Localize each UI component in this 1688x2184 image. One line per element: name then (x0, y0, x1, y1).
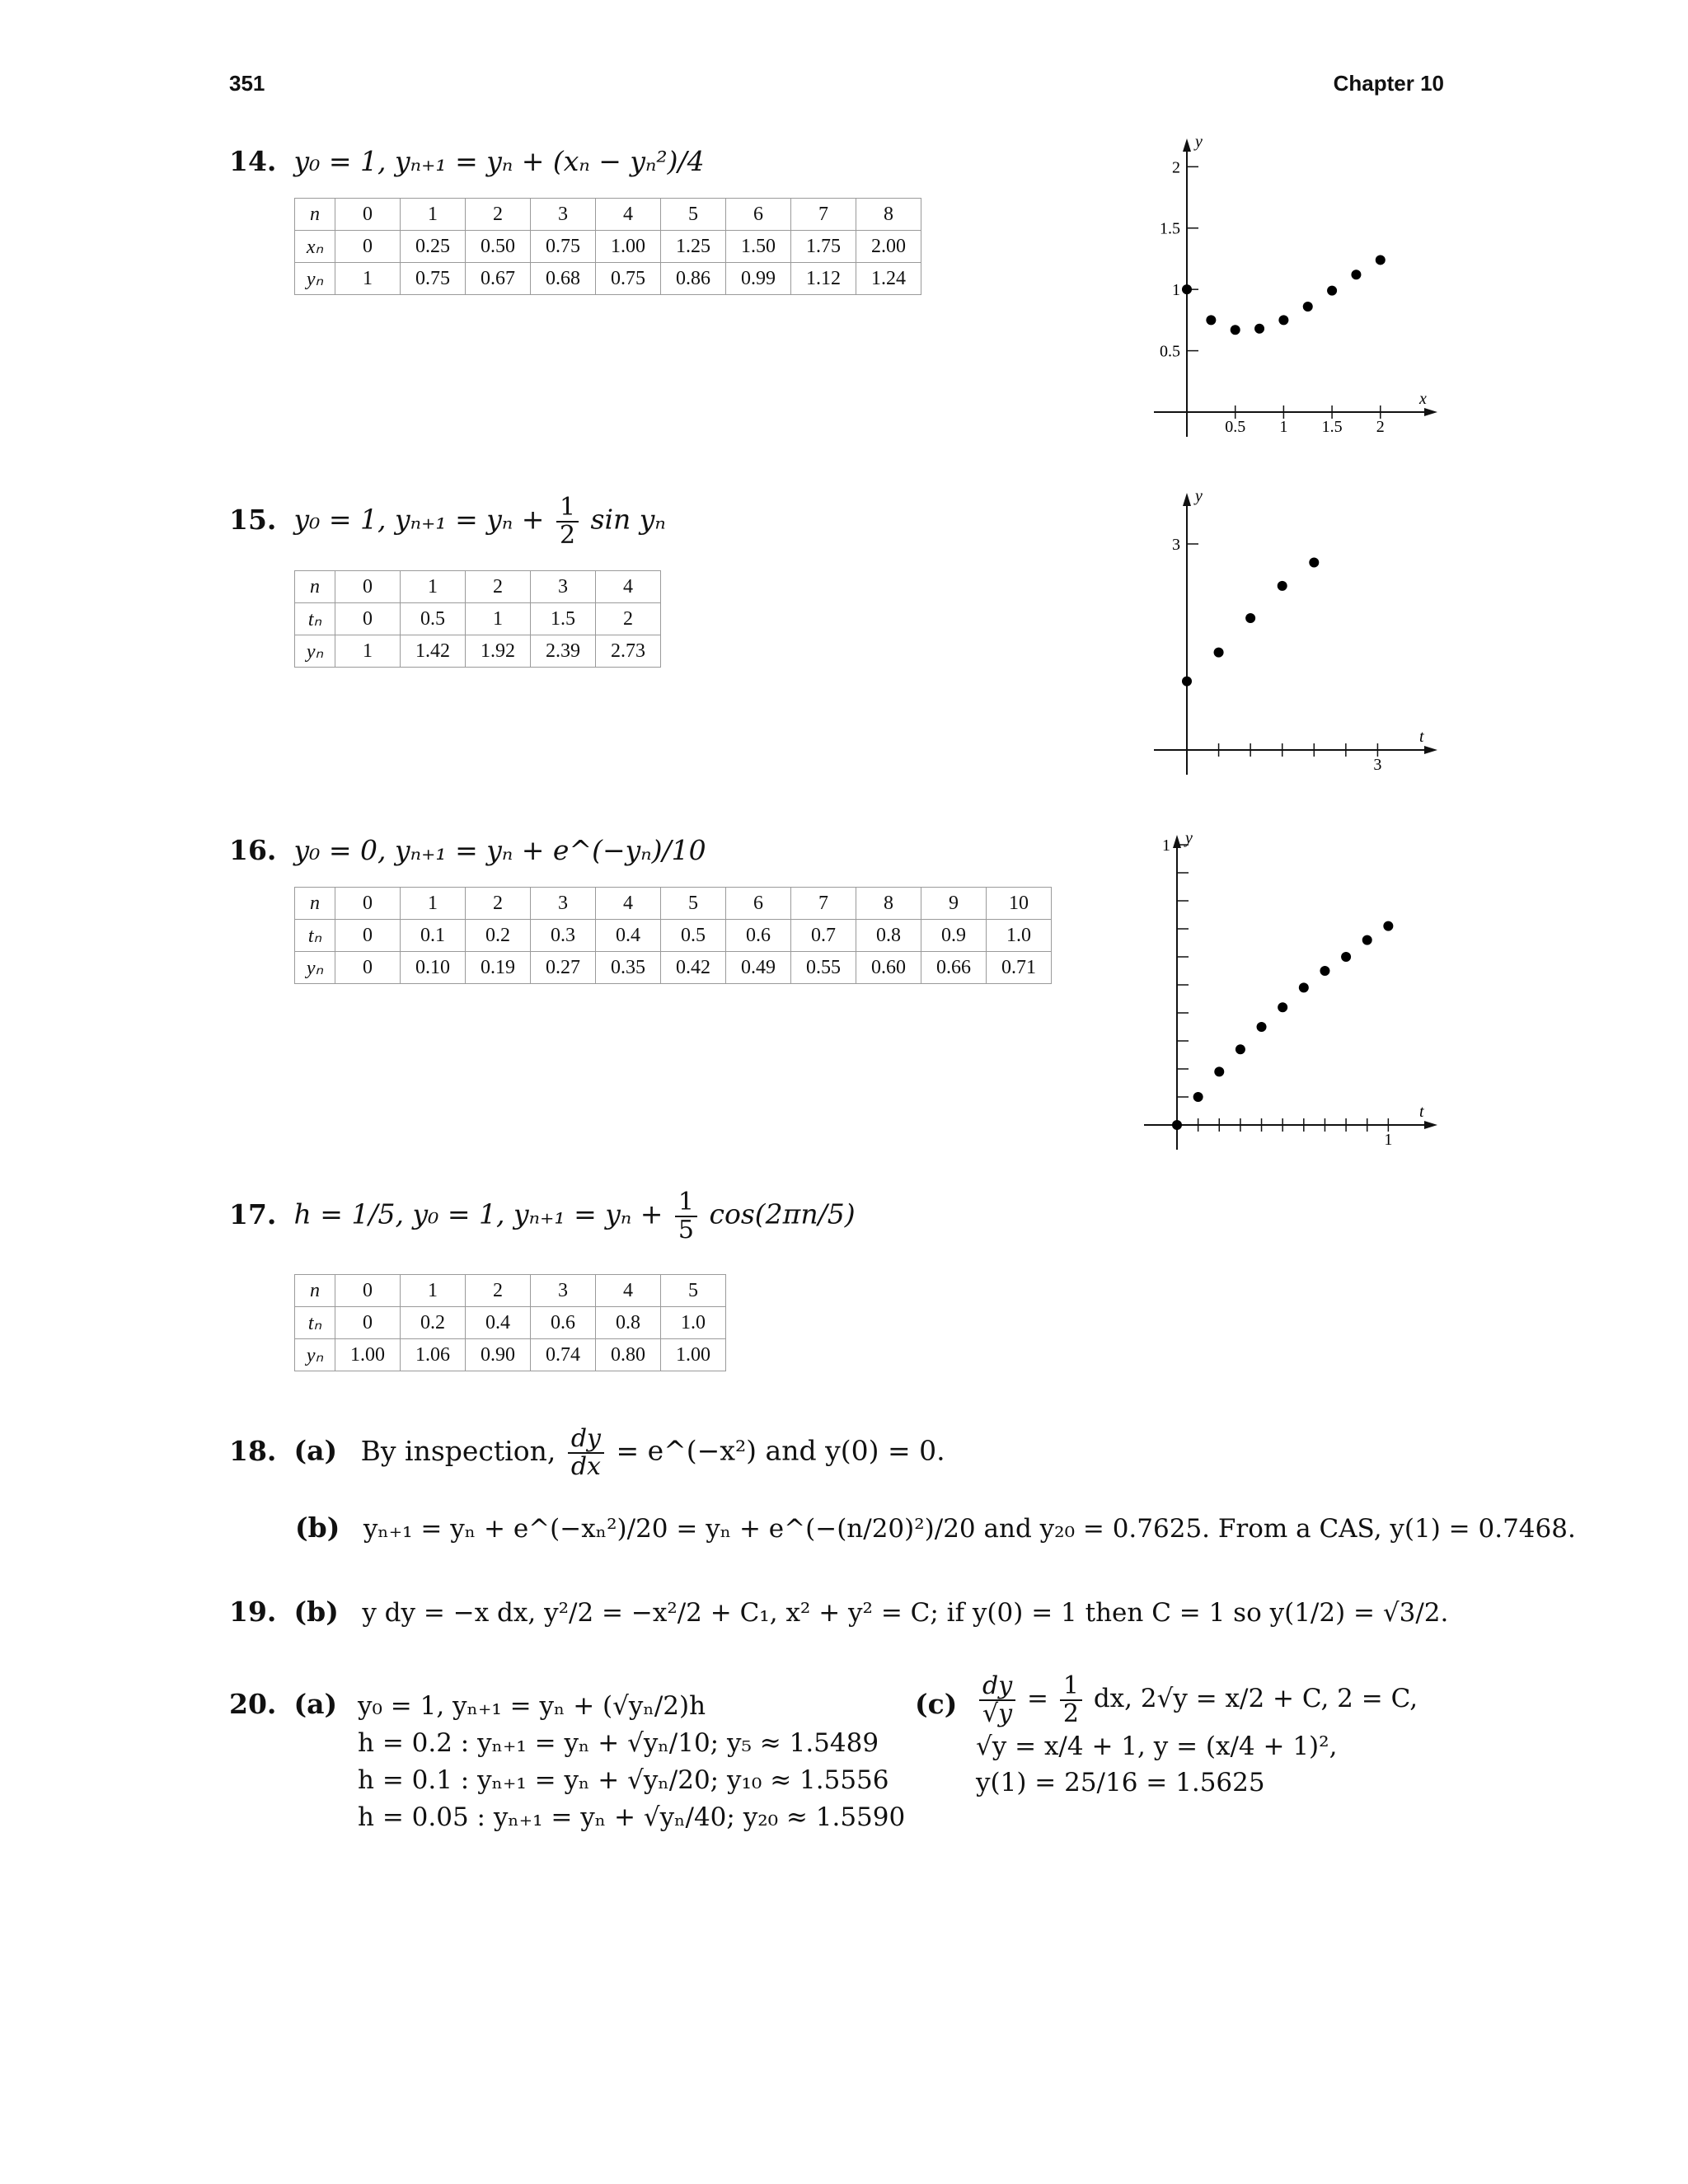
problem-equation-left: y₀ = 1, yₙ₊₁ = yₙ + (293, 503, 545, 536)
data-point (1299, 982, 1309, 992)
y-axis-arrow (1173, 835, 1181, 848)
table-cell: 2 (466, 199, 531, 231)
table-cell: 0 (335, 199, 401, 231)
x-tick-label: 1.5 (1321, 418, 1343, 436)
table-row (295, 1275, 726, 1307)
table-cell: 0 (335, 603, 401, 635)
row-label: n (295, 888, 335, 920)
problem-20-c-label (915, 1688, 957, 1720)
table-cell: 0.74 (531, 1339, 596, 1371)
table-cell: 3 (531, 571, 596, 603)
table-cell: 0.80 (596, 1339, 661, 1371)
table-cell: 1 (335, 263, 401, 295)
x-tick-label: 3 (1373, 756, 1382, 774)
x-axis-arrow (1424, 1121, 1437, 1129)
data-point (1254, 324, 1264, 334)
table-row (295, 952, 1052, 984)
data-point (1236, 1044, 1245, 1054)
x-axis-arrow (1424, 408, 1437, 416)
table-cell: 1.75 (791, 231, 856, 263)
table-cell: 0 (335, 1307, 401, 1339)
table-cell: 1.00 (596, 231, 661, 263)
fraction (1060, 1673, 1082, 1727)
equals: = (1027, 1684, 1048, 1713)
table-cell: 5 (661, 1275, 726, 1307)
table-row (295, 1339, 726, 1371)
x-axis-label: x (1419, 390, 1427, 408)
scatter-plot-p16 (1137, 828, 1451, 1154)
problem-equation-right: sin yₙ (590, 503, 666, 536)
table-p17 (294, 1274, 726, 1371)
table-cell: 0.7 (791, 920, 856, 952)
c-line-1 (976, 1673, 1418, 1727)
table-cell: 0.68 (531, 263, 596, 295)
c-line-2: √y = x/4 + 1, y = (x/4 + 1)², (976, 1732, 1338, 1761)
problem-number: 20. (229, 1688, 277, 1720)
x-tick-label: 2 (1376, 418, 1385, 436)
row-label: n (295, 199, 335, 231)
table-cell: 4 (596, 199, 661, 231)
table-cell: 1.00 (661, 1339, 726, 1371)
table-row (295, 1307, 726, 1339)
table-cell: 4 (596, 1275, 661, 1307)
table-cell: 1.42 (401, 635, 466, 668)
fraction-denominator: √y (982, 1699, 1013, 1728)
table-cell: 1.24 (856, 263, 921, 295)
y-axis-arrow (1183, 138, 1191, 152)
table-cell: 1 (401, 888, 466, 920)
problem-number: 16. (229, 834, 277, 866)
data-point (1278, 315, 1288, 325)
table-cell: 0.75 (401, 263, 466, 295)
data-point (1257, 1022, 1267, 1032)
table-cell: 2 (466, 571, 531, 603)
table-cell: 0 (335, 920, 401, 952)
row-label: n (295, 571, 335, 603)
row-label: n (295, 1275, 335, 1307)
table-p16 (294, 887, 1052, 984)
part-label: (a) (293, 1434, 338, 1467)
table-cell: 0.2 (466, 920, 531, 952)
table-cell: 5 (661, 888, 726, 920)
data-point (1214, 1066, 1224, 1076)
table-cell: 5 (661, 199, 726, 231)
table-cell: 1.0 (661, 1307, 726, 1339)
data-point (1182, 677, 1192, 687)
fraction-numerator: 1 (675, 1189, 697, 1217)
problem-15 (229, 494, 666, 548)
table-cell: 6 (726, 199, 791, 231)
problem-equation: y₀ = 1, yₙ₊₁ = yₙ + (xₙ − yₙ²)/4 (293, 145, 705, 177)
row-label: yₙ (295, 1339, 335, 1371)
fraction-numerator: dy (568, 1426, 604, 1454)
row-label: yₙ (295, 635, 335, 668)
x-axis-label: t (1419, 728, 1424, 746)
table-cell: 0.6 (726, 920, 791, 952)
table-cell: 1 (466, 603, 531, 635)
data-point (1303, 302, 1313, 312)
problem-20-a-lines (358, 1688, 905, 1836)
table-cell: 8 (856, 888, 921, 920)
y-axis-label: y (1195, 487, 1203, 505)
part-text-2: = e^(−x²) and y(0) = 0. (616, 1434, 945, 1467)
fraction (568, 1426, 604, 1479)
table-cell: 0.1 (401, 920, 466, 952)
fraction-numerator: 1 (556, 494, 579, 523)
table-cell: 0.60 (856, 952, 921, 984)
table-cell: 2 (466, 888, 531, 920)
a-line: h = 0.2 : yₙ₊₁ = yₙ + √yₙ/10; y₅ ≈ 1.5489 (358, 1728, 879, 1758)
problem-18-b (295, 1511, 1576, 1544)
y-axis-label: y (1195, 133, 1203, 151)
y-tick-label: 1.5 (1160, 219, 1180, 238)
table-cell: 0.86 (661, 263, 726, 295)
table-p15 (294, 570, 661, 668)
fraction-denominator: 2 (1062, 1699, 1079, 1728)
fraction (675, 1189, 697, 1243)
part-label: (b) (293, 1596, 339, 1628)
x-tick-label: 1 (1384, 1131, 1393, 1149)
problem-14 (229, 145, 705, 177)
y-axis-label: y (1185, 829, 1193, 847)
table-cell: 1.92 (466, 635, 531, 668)
data-point (1327, 286, 1337, 296)
table-cell: 0.10 (401, 952, 466, 984)
problem-equation-right: cos(2πn/5) (709, 1197, 856, 1230)
table-cell: 1.06 (401, 1339, 466, 1371)
data-point (1172, 1120, 1182, 1130)
table-cell: 0 (335, 1275, 401, 1307)
y-tick-label: 2 (1172, 158, 1180, 177)
c-line-3: y(1) = 25/16 = 1.5625 (976, 1768, 1265, 1797)
data-point (1278, 581, 1287, 591)
part-label: (c) (915, 1688, 958, 1720)
table-cell: 0.50 (466, 231, 531, 263)
x-tick-label: 0.5 (1225, 418, 1246, 436)
y-tick-label: 0.5 (1160, 342, 1180, 361)
problem-17 (229, 1189, 856, 1243)
problem-number: 17. (229, 1197, 277, 1230)
table-cell: 0.8 (596, 1307, 661, 1339)
data-point (1309, 558, 1319, 568)
table-row (295, 920, 1052, 952)
problem-16 (229, 834, 706, 866)
table-cell: 2 (596, 603, 661, 635)
fraction-denominator: 5 (678, 1215, 694, 1244)
problem-number: 14. (229, 145, 277, 177)
table-cell: 9 (921, 888, 987, 920)
table-cell: 2.00 (856, 231, 921, 263)
data-point (1193, 1092, 1203, 1102)
table-cell: 0.67 (466, 263, 531, 295)
table-cell: 0.75 (596, 263, 661, 295)
table-cell: 0.6 (531, 1307, 596, 1339)
x-axis-label: t (1419, 1103, 1424, 1121)
table-cell: 0.27 (531, 952, 596, 984)
table-cell: 0 (335, 952, 401, 984)
part-label: (a) (293, 1688, 338, 1720)
table-cell: 0.9 (921, 920, 987, 952)
row-label: yₙ (295, 952, 335, 984)
table-cell: 0.75 (531, 231, 596, 263)
table-cell: 1.5 (531, 603, 596, 635)
page-number: 351 (229, 71, 265, 96)
table-cell: 8 (856, 199, 921, 231)
table-cell: 7 (791, 888, 856, 920)
table-cell: 1 (401, 571, 466, 603)
row-label: tₙ (295, 603, 335, 635)
table-row (295, 888, 1052, 920)
a-line: h = 0.1 : yₙ₊₁ = yₙ + √yₙ/20; y₁₀ ≈ 1.5556 (358, 1765, 889, 1795)
table-row (295, 263, 921, 295)
y-tick-label: 1 (1162, 837, 1170, 855)
table-cell: 0.5 (661, 920, 726, 952)
table-cell: 0.4 (466, 1307, 531, 1339)
y-tick-label: 3 (1172, 536, 1180, 554)
table-cell: 7 (791, 199, 856, 231)
data-point (1383, 921, 1393, 931)
data-point (1341, 952, 1351, 962)
table-cell: 0.4 (596, 920, 661, 952)
data-point (1214, 648, 1224, 658)
table-cell: 2 (466, 1275, 531, 1307)
row-label: tₙ (295, 920, 335, 952)
table-row (295, 231, 921, 263)
part-label: (b) (295, 1511, 340, 1544)
problem-number: 19. (229, 1596, 277, 1628)
problem-18-a (229, 1426, 945, 1479)
table-cell: 1.50 (726, 231, 791, 263)
table-cell: 1.0 (987, 920, 1052, 952)
problem-20-a (229, 1688, 337, 1720)
fraction-numerator: dy (979, 1673, 1015, 1701)
fraction-numerator: 1 (1060, 1673, 1082, 1701)
table-cell: 1 (335, 635, 401, 668)
c-line-1-rest: dx, 2√y = x/2 + C, 2 = C, (1093, 1684, 1418, 1713)
y-tick-label: 1 (1172, 281, 1180, 300)
table-p14 (294, 198, 921, 295)
scatter-plot-p14 (1137, 132, 1451, 453)
table-cell: 6 (726, 888, 791, 920)
table-cell: 3 (531, 199, 596, 231)
table-cell: 0.71 (987, 952, 1052, 984)
data-point (1231, 325, 1240, 335)
table-cell: 2.39 (531, 635, 596, 668)
table-cell: 0.90 (466, 1339, 531, 1371)
table-row (295, 571, 661, 603)
fraction-denominator: dx (570, 1451, 601, 1481)
data-point (1320, 966, 1329, 976)
table-cell: 0 (335, 231, 401, 263)
part-text: yₙ₊₁ = yₙ + e^(−xₙ²)/20 = yₙ + e^(−(n/20)²)/20 and y₂₀ = 0.7625. From a CAS, y(1) = 0.7468. (363, 1514, 1576, 1544)
x-tick-label: 1 (1279, 418, 1288, 436)
table-cell: 1 (401, 1275, 466, 1307)
table-cell: 0.25 (401, 231, 466, 263)
table-row (295, 603, 661, 635)
table-cell: 0.42 (661, 952, 726, 984)
table-cell: 0 (335, 571, 401, 603)
table-cell: 4 (596, 571, 661, 603)
table-cell: 0.2 (401, 1307, 466, 1339)
y-axis-arrow (1183, 493, 1191, 506)
table-cell: 3 (531, 1275, 596, 1307)
part-text: y dy = −x dx, y²/2 = −x²/2 + C₁, x² + y² = C; if y(0) = 1 then C = 1 so y(1/2) = √3/2. (362, 1598, 1449, 1628)
table-cell: 1.12 (791, 263, 856, 295)
table-cell: 0.35 (596, 952, 661, 984)
data-point (1351, 269, 1361, 279)
table-cell: 0.55 (791, 952, 856, 984)
problem-equation-left: h = 1/5, y₀ = 1, yₙ₊₁ = yₙ + (293, 1197, 663, 1230)
a-line: h = 0.05 : yₙ₊₁ = yₙ + √yₙ/40; y₂₀ ≈ 1.5590 (358, 1802, 906, 1832)
table-cell: 10 (987, 888, 1052, 920)
table-cell: 0.8 (856, 920, 921, 952)
table-cell: 0.3 (531, 920, 596, 952)
a-line: y₀ = 1, yₙ₊₁ = yₙ + (√yₙ/2)h (358, 1691, 706, 1721)
data-point (1376, 255, 1386, 265)
table-cell: 2.73 (596, 635, 661, 668)
table-cell: 0.66 (921, 952, 987, 984)
problem-number: 15. (229, 503, 277, 536)
row-label: yₙ (295, 263, 335, 295)
table-cell: 0.19 (466, 952, 531, 984)
data-point (1245, 613, 1255, 623)
table-row (295, 635, 661, 668)
table-cell: 0.5 (401, 603, 466, 635)
table-cell: 1 (401, 199, 466, 231)
table-cell: 0.49 (726, 952, 791, 984)
part-text: By inspection, (360, 1434, 556, 1467)
fraction-denominator: 2 (559, 520, 576, 550)
data-point (1206, 315, 1216, 325)
table-row (295, 199, 921, 231)
data-point (1362, 935, 1372, 945)
data-point (1182, 284, 1192, 294)
problem-20-c-lines (976, 1673, 1418, 1797)
problem-19 (229, 1596, 1448, 1628)
table-cell: 1.00 (335, 1339, 401, 1371)
table-cell: 4 (596, 888, 661, 920)
table-cell: 1.25 (661, 231, 726, 263)
fraction (556, 494, 579, 548)
problem-number: 18. (229, 1434, 277, 1467)
data-point (1278, 1002, 1287, 1012)
row-label: tₙ (295, 1307, 335, 1339)
fraction (979, 1673, 1015, 1727)
scatter-plot-p15 (1137, 486, 1451, 775)
row-label: xₙ (295, 231, 335, 263)
table-cell: 0.99 (726, 263, 791, 295)
chapter-title: Chapter 10 (1333, 71, 1444, 96)
problem-equation: y₀ = 0, yₙ₊₁ = yₙ + e^(−yₙ)/10 (293, 834, 706, 866)
table-cell: 3 (531, 888, 596, 920)
table-cell: 0 (335, 888, 401, 920)
x-axis-arrow (1424, 746, 1437, 754)
